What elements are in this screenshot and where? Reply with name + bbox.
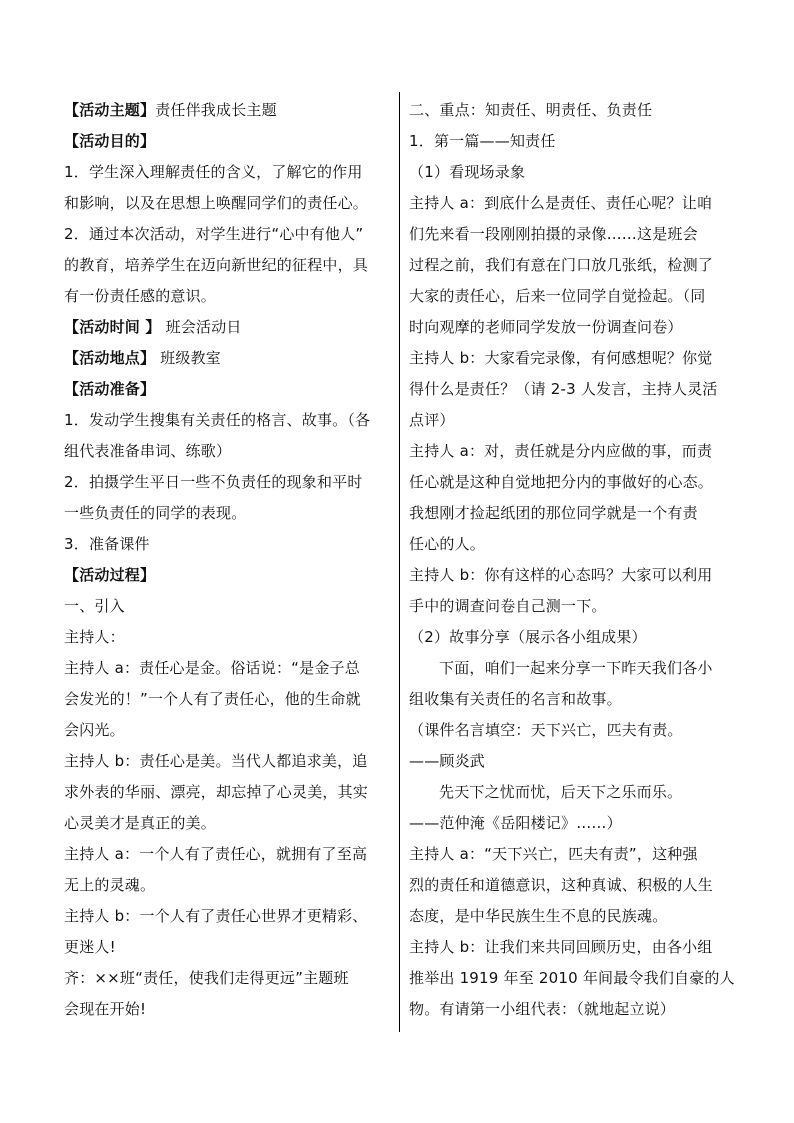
left-text-line [64, 963, 390, 994]
text-segment: 会闪光。 [64, 721, 125, 739]
left-text-line [64, 250, 390, 281]
text-segment: 任心就是这种自觉地把分内的事做好的心态。 [409, 473, 714, 491]
left-column [64, 95, 390, 1025]
right-text-line [409, 467, 734, 498]
text-segment: 主持人 b：一个人有了责任心世界才更精彩、 [64, 907, 368, 925]
column-divider [399, 92, 400, 1032]
text-segment: 和影响，以及在思想上唤醒同学们的责任心。 [64, 194, 369, 212]
right-text-line [409, 529, 734, 560]
text-segment: 先天下之忧而忧，后天下之乐而乐。 [439, 783, 683, 801]
text-segment: 2．拍摄学生平日一些不负责任的现象和平时 [64, 473, 363, 491]
left-text-line [64, 157, 390, 188]
right-text-line [409, 312, 734, 343]
text-segment: 过程之前，我们有意在门口放几张纸，检测了 [409, 256, 714, 274]
right-text-line [409, 560, 734, 591]
text-segment: 会发光的！”一个人有了责任心，他的生命就 [64, 690, 361, 708]
text-segment: 我想刚才捡起纸团的那位同学就是一个有责 [409, 504, 698, 522]
text-segment: 手中的调查问卷自己测一下。 [409, 597, 607, 615]
text-segment: 主持人 b：让我们来共同回顾历史，由各小组 [409, 938, 713, 956]
text-segment: 无上的灵魂。 [64, 876, 156, 894]
right-text-line [409, 374, 734, 405]
text-segment: 主持人 a：对，责任就是分内应做的事，而责 [409, 442, 713, 460]
text-segment: （2）故事分享（展示各小组成果） [409, 628, 647, 646]
text-segment: 组收集有关责任的名言和故事。 [409, 690, 622, 708]
text-segment: 下面，咱们一起来分享一下昨天我们各小 [439, 659, 713, 677]
left-text-line [64, 808, 390, 839]
section-heading: 【活动时间 】 [64, 318, 161, 336]
left-text-line [64, 715, 390, 746]
text-segment: 主持人 b：责任心是美。当代人都追求美，追 [64, 752, 368, 770]
left-text-line [64, 994, 390, 1025]
left-text-line [64, 932, 390, 963]
left-text-line [64, 684, 390, 715]
text-segment: 主持人 a：到底什么是责任、责任心呢？让咱 [409, 194, 713, 212]
right-text-line [409, 777, 734, 808]
text-segment: 推举出 1919 年至 2010 年间最令我们自豪的人 [409, 969, 735, 987]
section-heading: 【活动主题】 [64, 101, 156, 119]
text-segment: 1．第一篇——知责任 [409, 132, 556, 150]
right-text-line [409, 684, 734, 715]
right-text-line [409, 188, 734, 219]
text-segment: 二、重点：知责任、明责任、负责任 [409, 101, 653, 119]
text-segment: 的教育，培养学生在迈向新世纪的征程中，具 [64, 256, 369, 274]
left-text-line [64, 343, 390, 374]
left-text-line [64, 467, 390, 498]
right-text-line [409, 870, 734, 901]
left-text-line [64, 622, 390, 653]
text-segment: 求外表的华丽、漂亮，却忘掉了心灵美，其实 [64, 783, 369, 801]
text-segment: 会现在开始! [64, 1000, 147, 1018]
text-segment: 时向观摩的老师同学发放一份调查问卷） [409, 318, 683, 336]
right-text-line [409, 591, 734, 622]
text-segment: 心灵美才是真正的美。 [64, 814, 217, 832]
left-text-line [64, 560, 390, 591]
text-segment: 物。有请第一小组代表：（就地起立说） [409, 1000, 676, 1018]
text-segment: 一些负责任的同学的表现。 [64, 504, 247, 522]
right-text-line [409, 839, 734, 870]
left-text-line [64, 188, 390, 219]
text-segment: 有一份责任感的意识。 [64, 287, 217, 305]
section-heading: 【活动地点】 [64, 349, 156, 367]
text-segment: ——顾炎武 [409, 752, 486, 770]
right-text-line [409, 405, 734, 436]
text-segment: ——范仲淹《岳阳楼记》……） [409, 814, 622, 832]
right-text-line [409, 157, 734, 188]
left-text-line [64, 870, 390, 901]
left-text-line [64, 312, 390, 343]
text-segment: 2．通过本次活动，对学生进行“心中有他人” [64, 225, 364, 243]
left-text-line [64, 219, 390, 250]
left-text-line [64, 529, 390, 560]
text-segment: 1．发动学生搜集有关责任的格言、故事。（各 [64, 411, 371, 429]
left-text-line [64, 591, 390, 622]
text-segment: 任心的人。 [409, 535, 486, 553]
text-segment: 主持人 b：大家看完录像，有何感想呢？你觉 [409, 349, 713, 367]
text-segment: 班会活动日 [160, 318, 242, 336]
right-text-line [409, 622, 734, 653]
left-text-line [64, 374, 390, 405]
left-text-line [64, 901, 390, 932]
text-segment: 们先来看一段刚刚拍摄的录像……这是班会 [409, 225, 698, 243]
text-segment: 主持人 b：你有这样的心态吗？大家可以利用 [409, 566, 713, 584]
text-segment: 班级教室 [155, 349, 221, 367]
left-text-line [64, 405, 390, 436]
right-text-line [409, 126, 734, 157]
right-text-line [409, 653, 734, 684]
text-segment: 烈的责任和道德意识，这种真诚、积极的人生 [409, 876, 714, 894]
right-text-line [409, 963, 734, 994]
right-text-line [409, 343, 734, 374]
right-text-line [409, 994, 734, 1025]
text-segment: 1．学生深入理解责任的含义，了解它的作用 [64, 163, 363, 181]
text-segment: 齐：××班“责任，使我们走得更远”主题班 [64, 969, 349, 987]
text-segment: 主持人 a：“天下兴亡，匹夫有责”，这种强 [409, 845, 698, 863]
right-text-line [409, 498, 734, 529]
right-text-line [409, 250, 734, 281]
right-text-line [409, 219, 734, 250]
text-segment: （1）看现场录象 [409, 163, 526, 181]
text-segment: 组代表准备串词、练歌） [64, 442, 232, 460]
left-text-line [64, 746, 390, 777]
left-text-line [64, 95, 390, 126]
text-segment: 得什么是责任？（请 2-3 人发言，主持人灵活 [409, 380, 718, 398]
left-text-line [64, 436, 390, 467]
text-segment: （课件名言填空：天下兴亡，匹夫有责。 [409, 721, 683, 739]
right-text-line [409, 932, 734, 963]
text-segment: 更迷人! [64, 938, 116, 956]
text-segment: 主持人 a：责任心是金。俗话说：“是金子总 [64, 659, 360, 677]
text-segment: 3．准备课件 [64, 535, 150, 553]
left-text-line [64, 498, 390, 529]
text-segment: 主持人： [64, 628, 125, 646]
text-segment: 点评） [409, 411, 455, 429]
text-segment: 态度，是中华民族生生不息的民族魂。 [409, 907, 668, 925]
left-text-line [64, 126, 390, 157]
text-segment: 主持人 a：一个人有了责任心，就拥有了至高 [64, 845, 368, 863]
text-segment: 责任伴我成长主题 [155, 101, 277, 119]
right-text-line [409, 436, 734, 467]
text-segment: 大家的责任心，后来一位同学自觉捡起。（同 [409, 287, 706, 305]
section-heading: 【活动目的】 [64, 132, 156, 150]
left-text-line [64, 653, 390, 684]
left-text-line [64, 777, 390, 808]
right-column [409, 95, 734, 1025]
section-heading: 【活动准备】 [64, 380, 156, 398]
right-text-line [409, 281, 734, 312]
right-text-line [409, 808, 734, 839]
right-text-line [409, 746, 734, 777]
left-text-line [64, 839, 390, 870]
section-heading: 【活动过程】 [64, 566, 156, 584]
right-text-line [409, 95, 734, 126]
right-text-line [409, 901, 734, 932]
left-text-line [64, 281, 390, 312]
right-text-line [409, 715, 734, 746]
text-segment: 一、引入 [64, 597, 125, 615]
